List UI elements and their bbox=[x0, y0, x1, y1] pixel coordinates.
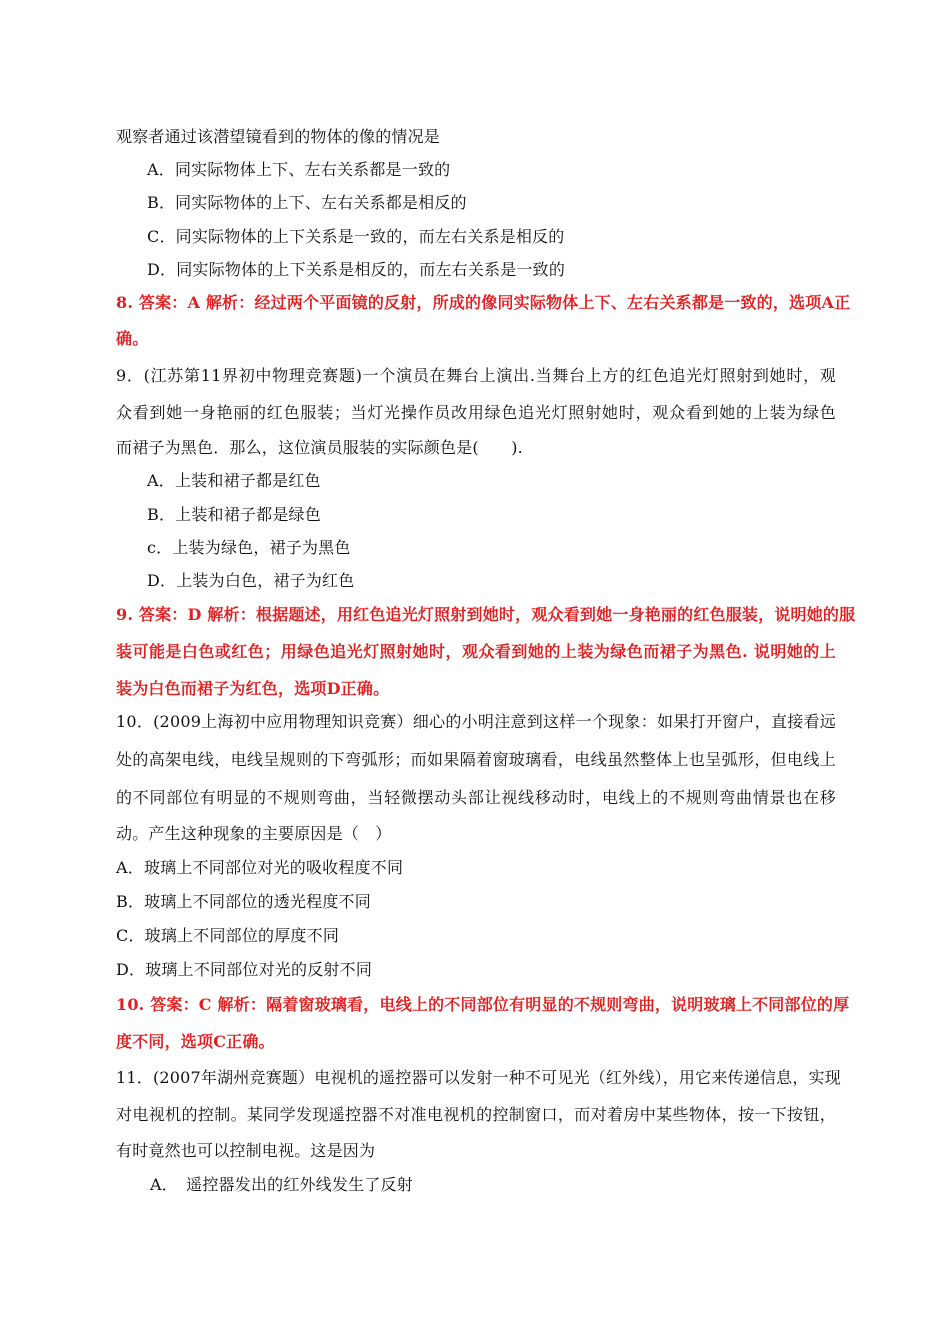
q7-option-b: B．同实际物体的上下、左右关系都是相反的 bbox=[147, 193, 467, 212]
q10-line-1: 10．(2009上海初中应用物理知识竞赛）细心的小明注意到这样一个现象：如果打开窗户，直接看远 bbox=[116, 712, 836, 731]
q10-line-2: 处的高架电线，电线呈规则的下弯弧形；而如果隔着窗玻璃看，电线虽然整体上也呈弧形，但电线上 bbox=[116, 750, 836, 769]
answer-9-line-1: 9. 答案：D 解析：根据题述，用红色追光灯照射到她时，观众看到她一身艳丽的红色服装，说明她的服 bbox=[116, 605, 856, 624]
q9-option-b: B．上装和裙子都是绿色 bbox=[147, 505, 321, 524]
q9-option-a: A．上装和裙子都是红色 bbox=[147, 471, 321, 490]
q11-line-1: 11．(2007年湖州竞赛题）电视机的遥控器可以发射一种不可见光（红外线），用它来传递信息，实现 bbox=[116, 1068, 841, 1087]
q11-line-2: 对电视机的控制。某同学发现遥控器不对准电视机的控制窗口，而对着房中某些物体，按一下按钮， bbox=[116, 1105, 836, 1124]
q9-option-c: c．上装为绿色，裙子为黑色 bbox=[147, 538, 351, 557]
q10-line-3: 的不同部位有明显的不规则弯曲，当轻微摆动头部让视线移动时，电线上的不规则弯曲情景也在移 bbox=[116, 788, 836, 807]
answer-9-line-3: 装为白色而裙子为红色，选项D正确。 bbox=[116, 679, 390, 698]
q10-line-4: 动。产生这种现象的主要原因是（ ） bbox=[116, 824, 392, 843]
q7-stem: 观察者通过该潜望镜看到的物体的像的情况是 bbox=[116, 127, 441, 146]
answer-10-line-2: 度不同，选项C正确。 bbox=[116, 1032, 275, 1051]
q9-option-d: D．上装为白色，裙子为红色 bbox=[147, 571, 355, 590]
answer-9-line-2: 装可能是白色或红色；用绿色追光灯照射她时，观众看到她的上装为绿色而裙子为黑色. 说明她的上 bbox=[116, 642, 836, 661]
q10-option-c: C．玻璃上不同部位的厚度不同 bbox=[116, 926, 340, 945]
q10-option-a: A．玻璃上不同部位对光的吸收程度不同 bbox=[116, 858, 404, 877]
q9-line-1: 9．(江苏第11界初中物理竞赛题)一个演员在舞台上演出.当舞台上方的红色追光灯照射到她时，观 bbox=[116, 366, 836, 385]
q11-line-3: 有时竟然也可以控制电视。这是因为 bbox=[116, 1141, 376, 1160]
answer-8-line-2: 确。 bbox=[116, 329, 149, 348]
q11-option-a: A． 遥控器发出的红外线发生了反射 bbox=[150, 1175, 413, 1194]
answer-8-line-1: 8. 答案：A 解析：经过两个平面镜的反射，所成的像同实际物体上下、左右关系都是一致的，选项A正 bbox=[116, 293, 851, 312]
q7-option-a: A．同实际物体上下、左右关系都是一致的 bbox=[147, 160, 451, 179]
q10-option-d: D．玻璃上不同部位对光的反射不同 bbox=[116, 960, 373, 979]
q9-line-2: 众看到她一身艳丽的红色服装；当灯光操作员改用绿色追光灯照射她时，观众看到她的上装为绿色 bbox=[116, 403, 836, 422]
q10-option-b: B．玻璃上不同部位的透光程度不同 bbox=[116, 892, 371, 911]
answer-10-line-1: 10. 答案：C 解析：隔着窗玻璃看，电线上的不同部位有明显的不规则弯曲，说明玻璃上不同部位的厚 bbox=[116, 995, 850, 1014]
q7-option-c: C．同实际物体的上下关系是一致的，而左右关系是相反的 bbox=[147, 227, 565, 246]
q7-option-d: D．同实际物体的上下关系是相反的，而左右关系是一致的 bbox=[147, 260, 566, 279]
q9-line-3: 而裙子为黑色．那么，这位演员服装的实际颜色是( ). bbox=[116, 438, 523, 457]
